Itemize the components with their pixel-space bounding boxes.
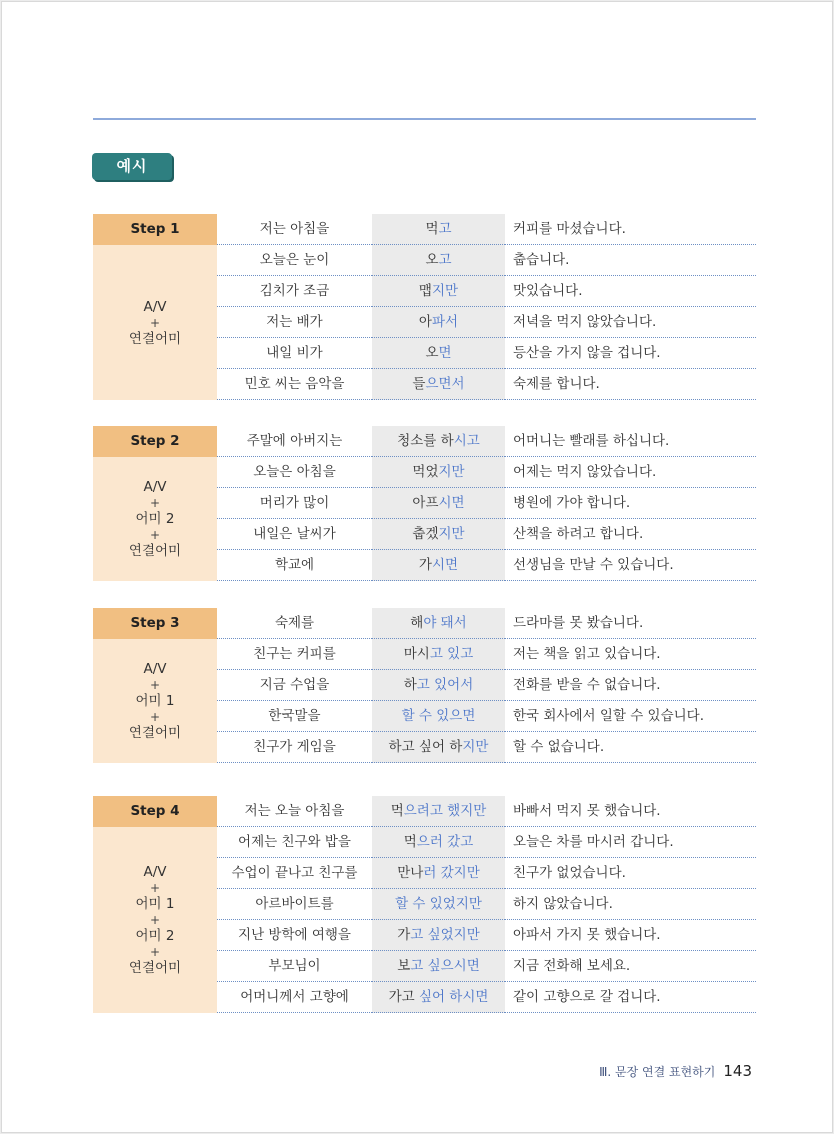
table-row xyxy=(93,307,756,338)
textbook-page xyxy=(1,1,833,1133)
table-row xyxy=(93,369,756,400)
formula-term: 어미 2 xyxy=(135,511,175,527)
subject-cell: 지금 수업을 xyxy=(217,670,372,701)
page-footer xyxy=(599,1062,752,1080)
ending-highlight: 고 xyxy=(438,221,452,237)
verb-cell xyxy=(372,550,505,581)
ending-highlight: 으려고 했지만 xyxy=(403,803,487,819)
subject-cell: 한국말을 xyxy=(217,701,372,732)
formula-plus: + xyxy=(149,678,161,692)
formula-term: 연결어미 xyxy=(128,725,182,741)
verb-stem: 들 xyxy=(412,376,426,392)
continuation-cell: 지금 전화해 보세요. xyxy=(505,951,756,982)
table-row xyxy=(93,982,756,1013)
table-row xyxy=(93,519,756,550)
continuation-cell: 등산을 가지 않을 겁니다. xyxy=(505,338,756,369)
continuation-cell: 병원에 가야 합니다. xyxy=(505,488,756,519)
continuation-cell: 아파서 가지 못 했습니다. xyxy=(505,920,756,951)
ending-highlight: 고 싶었지만 xyxy=(410,927,480,943)
table-row xyxy=(93,457,756,488)
verb-cell xyxy=(372,245,505,276)
ending-highlight: 지만 xyxy=(462,739,489,755)
ending-highlight: 러 갔지만 xyxy=(423,865,480,881)
step-label: Step 1 xyxy=(93,214,217,245)
continuation-cell: 전화를 받을 수 없습니다. xyxy=(505,670,756,701)
continuation-cell: 숙제를 합니다. xyxy=(505,369,756,400)
continuation-cell: 저녁을 먹지 않았습니다. xyxy=(505,307,756,338)
subject-cell: 오늘은 아침을 xyxy=(217,457,372,488)
formula-plus: + xyxy=(149,315,161,330)
formula-term: A/V xyxy=(143,661,167,677)
formula-plus: + xyxy=(149,710,161,724)
spacer-cell xyxy=(93,951,217,982)
verb-cell xyxy=(372,951,505,982)
example-badge: 예시 xyxy=(92,153,172,180)
ending-highlight: 시면 xyxy=(438,495,465,511)
subject-cell: 어제는 친구와 밥을 xyxy=(217,827,372,858)
subject-cell: 김치가 조금 xyxy=(217,276,372,307)
formula-term: 연결어미 xyxy=(128,543,182,559)
verb-stem: 가고 xyxy=(388,989,419,1005)
continuation-cell: 선생님을 만날 수 있습니다. xyxy=(505,550,756,581)
continuation-cell: 춥습니다. xyxy=(505,245,756,276)
subject-cell: 숙제를 xyxy=(217,608,372,639)
top-rule xyxy=(93,118,756,120)
ending-highlight: 파서 xyxy=(431,314,459,330)
formula-term: 연결어미 xyxy=(128,330,182,347)
verb-cell xyxy=(372,338,505,369)
spacer-cell xyxy=(93,338,217,369)
ending-highlight: 고 xyxy=(438,252,452,268)
step-label: Step 3 xyxy=(93,608,217,639)
ending-highlight: 으러 갔고 xyxy=(416,834,474,850)
spacer-cell xyxy=(93,457,217,488)
verb-stem: 먹 xyxy=(425,221,439,237)
formula-term: 어미 1 xyxy=(135,693,175,709)
step-table-1 xyxy=(93,214,756,400)
continuation-cell: 친구가 없었습니다. xyxy=(505,858,756,889)
step-table-3 xyxy=(93,608,756,763)
verb-stem: 마시 xyxy=(403,646,430,662)
verb-stem: 가 xyxy=(418,557,432,573)
ending-highlight: 으면서 xyxy=(425,376,465,392)
spacer-cell xyxy=(93,214,217,245)
ending-highlight: 지만 xyxy=(438,526,465,542)
table-row xyxy=(93,426,756,457)
ending-highlight: 시고 xyxy=(453,433,480,449)
subject-cell: 민호 씨는 음악을 xyxy=(217,369,372,400)
formula-term: 어미 2 xyxy=(135,928,175,944)
formula-term: 연결어미 xyxy=(128,960,182,976)
verb-cell xyxy=(372,920,505,951)
spacer-cell xyxy=(93,701,217,732)
formula-plus: + xyxy=(149,496,161,510)
step-label: Step 4 xyxy=(93,796,217,827)
subject-cell: 친구는 커피를 xyxy=(217,639,372,670)
table-row xyxy=(93,858,756,889)
subject-cell: 지난 방학에 여행을 xyxy=(217,920,372,951)
formula-term: A/V xyxy=(143,479,167,495)
verb-stem: 오 xyxy=(425,345,439,361)
continuation-cell: 어제는 먹지 않았습니다. xyxy=(505,457,756,488)
verb-stem: 아프 xyxy=(412,495,439,511)
verb-stem: 가 xyxy=(397,927,411,943)
spacer-cell xyxy=(93,796,217,827)
subject-cell: 머리가 많이 xyxy=(217,488,372,519)
verb-cell xyxy=(372,214,505,245)
subject-cell: 수업이 끝나고 친구를 xyxy=(217,858,372,889)
continuation-cell: 커피를 마셨습니다. xyxy=(505,214,756,245)
subject-cell: 저는 아침을 xyxy=(217,214,372,245)
continuation-cell: 저는 책을 읽고 있습니다. xyxy=(505,639,756,670)
subject-cell: 저는 오늘 아침을 xyxy=(217,796,372,827)
continuation-cell: 맛있습니다. xyxy=(505,276,756,307)
table-row xyxy=(93,670,756,701)
subject-cell: 주말에 아버지는 xyxy=(217,426,372,457)
continuation-cell: 어머니는 빨래를 하십니다. xyxy=(505,426,756,457)
subject-cell: 학교에 xyxy=(217,550,372,581)
verb-cell xyxy=(372,670,505,701)
spacer-cell xyxy=(93,982,217,1013)
table-row xyxy=(93,796,756,827)
spacer-cell xyxy=(93,519,217,550)
verb-cell xyxy=(372,889,505,920)
verb-stem: 하 xyxy=(403,677,417,693)
formula-term: A/V xyxy=(143,298,167,315)
continuation-cell: 할 수 없습니다. xyxy=(505,732,756,763)
table-row xyxy=(93,827,756,858)
subject-cell: 어머니께서 고향에 xyxy=(217,982,372,1013)
table-row xyxy=(93,732,756,763)
spacer-cell xyxy=(93,858,217,889)
spacer-cell xyxy=(93,920,217,951)
subject-cell: 오늘은 눈이 xyxy=(217,245,372,276)
table-row xyxy=(93,488,756,519)
spacer-cell xyxy=(93,307,217,338)
ending-highlight: 할 수 있으면 xyxy=(401,708,476,724)
continuation-cell: 하지 않았습니다. xyxy=(505,889,756,920)
verb-cell xyxy=(372,519,505,550)
verb-cell xyxy=(372,982,505,1013)
verb-stem: 만나 xyxy=(397,865,424,881)
spacer-cell xyxy=(93,276,217,307)
verb-stem: 해 xyxy=(410,615,424,631)
ending-highlight: 할 수 있었지만 xyxy=(395,896,482,912)
ending-highlight: 면 xyxy=(438,345,452,361)
verb-cell xyxy=(372,827,505,858)
verb-cell xyxy=(372,457,505,488)
ending-highlight: 싶어 하시면 xyxy=(418,989,489,1005)
formula-plus: + xyxy=(149,945,161,959)
verb-cell xyxy=(372,488,505,519)
continuation-cell: 드라마를 못 봤습니다. xyxy=(505,608,756,639)
verb-stem: 하고 싶어 하 xyxy=(388,739,463,755)
table-row xyxy=(93,245,756,276)
verb-stem: 청소를 하 xyxy=(397,433,454,449)
page-number: 143 xyxy=(723,1062,752,1080)
chapter-title: Ⅲ. 문장 연결 표현하기 xyxy=(599,1065,716,1079)
ending-highlight: 지만 xyxy=(431,283,459,299)
subject-cell: 내일 비가 xyxy=(217,338,372,369)
subject-cell: 아르바이트를 xyxy=(217,889,372,920)
table-row xyxy=(93,608,756,639)
table-row xyxy=(93,550,756,581)
verb-cell xyxy=(372,276,505,307)
spacer-cell xyxy=(93,670,217,701)
ending-highlight: 고 싶으시면 xyxy=(410,958,480,974)
formula-plus: + xyxy=(149,528,161,542)
verb-stem: 먹 xyxy=(390,803,404,819)
continuation-cell: 바빠서 먹지 못 했습니다. xyxy=(505,796,756,827)
spacer-cell xyxy=(93,550,217,581)
verb-stem: 먹 xyxy=(403,834,417,850)
formula-term: A/V xyxy=(143,864,167,880)
verb-cell xyxy=(372,426,505,457)
formula-plus: + xyxy=(149,913,161,927)
spacer-cell xyxy=(93,245,217,276)
verb-cell xyxy=(372,732,505,763)
verb-stem: 아 xyxy=(418,314,432,330)
verb-cell xyxy=(372,307,505,338)
verb-cell xyxy=(372,858,505,889)
spacer-cell xyxy=(93,827,217,858)
ending-highlight: 고 있어서 xyxy=(416,677,474,693)
step-table-4 xyxy=(93,796,756,1013)
spacer-cell xyxy=(93,488,217,519)
verb-cell xyxy=(372,796,505,827)
spacer-cell xyxy=(93,369,217,400)
spacer-cell xyxy=(93,639,217,670)
table-row xyxy=(93,214,756,245)
continuation-cell: 같이 고향으로 갈 겁니다. xyxy=(505,982,756,1013)
step-table-2 xyxy=(93,426,756,581)
continuation-cell: 산책을 하려고 합니다. xyxy=(505,519,756,550)
spacer-cell xyxy=(93,608,217,639)
subject-cell: 부모님이 xyxy=(217,951,372,982)
table-row xyxy=(93,951,756,982)
table-row xyxy=(93,701,756,732)
subject-cell: 저는 배가 xyxy=(217,307,372,338)
ending-highlight: 시면 xyxy=(431,557,459,573)
spacer-cell xyxy=(93,889,217,920)
formula-term: 어미 1 xyxy=(135,896,175,912)
table-row xyxy=(93,889,756,920)
spacer-cell xyxy=(93,732,217,763)
step-label: Step 2 xyxy=(93,426,217,457)
ending-highlight: 고 있고 xyxy=(429,646,474,662)
verb-stem: 보 xyxy=(397,958,411,974)
ending-highlight: 지만 xyxy=(438,464,465,480)
verb-cell xyxy=(372,369,505,400)
table-row xyxy=(93,920,756,951)
subject-cell: 내일은 날씨가 xyxy=(217,519,372,550)
verb-stem: 춥겠 xyxy=(412,526,439,542)
verb-stem: 맵 xyxy=(418,283,432,299)
subject-cell: 친구가 게임을 xyxy=(217,732,372,763)
ending-highlight: 야 돼서 xyxy=(423,615,467,631)
verb-cell xyxy=(372,701,505,732)
table-row xyxy=(93,276,756,307)
table-row xyxy=(93,338,756,369)
verb-stem: 먹었 xyxy=(412,464,439,480)
spacer-cell xyxy=(93,426,217,457)
verb-cell xyxy=(372,639,505,670)
verb-cell xyxy=(372,608,505,639)
continuation-cell: 오늘은 차를 마시러 갑니다. xyxy=(505,827,756,858)
table-row xyxy=(93,639,756,670)
verb-stem: 오 xyxy=(425,252,439,268)
continuation-cell: 한국 회사에서 일할 수 있습니다. xyxy=(505,701,756,732)
formula-plus: + xyxy=(149,881,161,895)
